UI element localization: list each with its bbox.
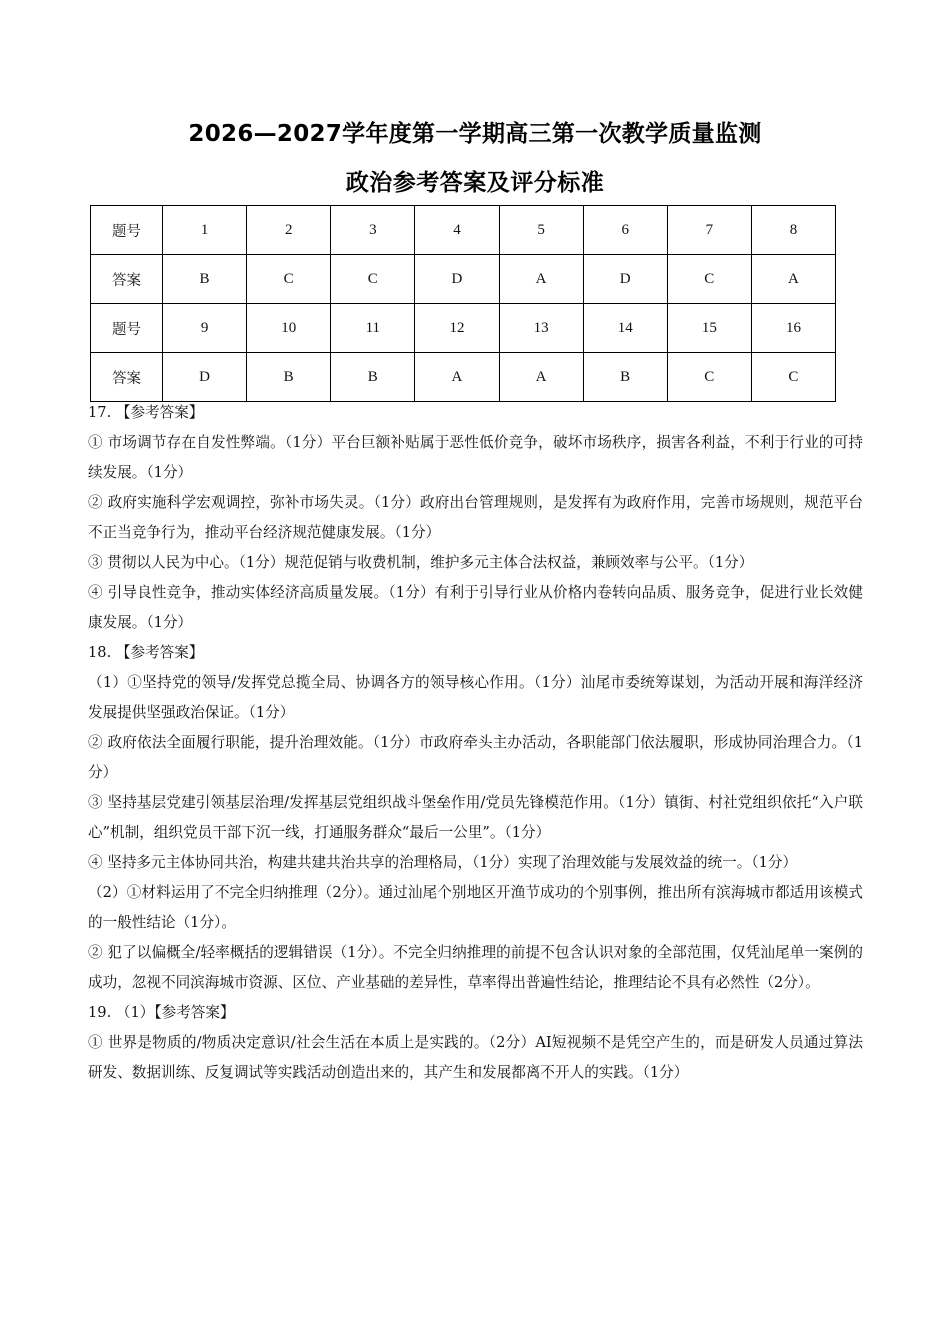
table-cell: 16 (751, 304, 835, 353)
row-label: 题号 (91, 206, 163, 255)
row-label: 答案 (91, 255, 163, 304)
q18-point-1: （1）①坚持党的领导/发挥党总揽全局、协调各方的领导核心作用。（1分）汕尾市委统筹谋划，为活动开展和海洋经济发展提供坚强政治保证。（1分） (88, 674, 863, 721)
table-cell: 12 (415, 304, 499, 353)
q19-heading: 19. （1）【参考答案】 (88, 1004, 235, 1021)
table-cell: 7 (667, 206, 751, 255)
q17-point-3: ③ 贯彻以人民为中心。（1分）规范促销与收费机制，维护多元主体合法权益，兼顾效率与公平。（1分） (88, 554, 754, 571)
table-cell: C (751, 353, 835, 402)
table-cell: A (499, 353, 583, 402)
table-cell: 2 (247, 206, 331, 255)
table-cell: 13 (499, 304, 583, 353)
table-cell: 3 (331, 206, 415, 255)
table-cell: A (751, 255, 835, 304)
table-cell: 4 (415, 206, 499, 255)
table-cell: 8 (751, 206, 835, 255)
table-cell: D (163, 353, 247, 402)
answer-table-row (91, 206, 836, 255)
q19-point-1: ① 世界是物质的/物质决定意识/社会生活在本质上是实践的。（2分）AI短视频不是凭空产生的，而是研发人员通过算法研发、数据训练、反复调试等实践活动创造出来的，其产生和发展都离不开人的实践。（1分） (88, 1034, 863, 1081)
table-cell: 14 (583, 304, 667, 353)
table-cell: A (499, 255, 583, 304)
document-title: 2026—2027学年度第一学期高三第一次教学质量监测 (188, 121, 762, 147)
table-cell: 9 (163, 304, 247, 353)
q17-point-1: ① 市场调节存在自发性弊端。（1分）平台巨额补贴属于恶性低价竞争，破坏市场秩序，损害各利益，不利于行业的可持续发展。（1分） (88, 434, 863, 481)
table-cell: B (163, 255, 247, 304)
q18-point-3: ③ 坚持基层党建引领基层治理/发挥基层党组织战斗堡垒作用/党员先锋模范作用。（1分）镇街、村社党组织依托“入户联心”机制，组织党员干部下沉一线，打通服务群众“最后一公里”。（1分） (88, 794, 863, 841)
answer-table-row (91, 304, 836, 353)
table-cell: B (247, 353, 331, 402)
q18-point-4: ④ 坚持多元主体协同共治，构建共建共治共享的治理格局，（1分）实现了治理效能与发展效益的统一。（1分） (88, 854, 798, 871)
table-cell: C (667, 255, 751, 304)
q17-heading: 17. 【参考答案】 (88, 404, 204, 421)
table-cell: 15 (667, 304, 751, 353)
row-label: 答案 (91, 353, 163, 402)
q17-point-4: ④ 引导良性竞争，推动实体经济高质量发展。（1分）有利于引导行业从价格内卷转向品质、服务竞争，促进行业长效健康发展。（1分） (88, 584, 863, 631)
table-cell: 10 (247, 304, 331, 353)
q18-heading: 18. 【参考答案】 (88, 644, 204, 661)
table-cell: 5 (499, 206, 583, 255)
table-cell: D (415, 255, 499, 304)
q17-point-2: ② 政府实施科学宏观调控，弥补市场失灵。（1分）政府出台管理规则，是发挥有为政府作用，完善市场规则，规范平台不正当竞争行为，推动平台经济规范健康发展。（1分） (88, 494, 863, 541)
table-cell: 11 (331, 304, 415, 353)
document-subtitle: 政治参考答案及评分标准 (345, 170, 605, 196)
table-cell: 1 (163, 206, 247, 255)
answer-body (88, 398, 863, 1088)
answer-table-row (91, 255, 836, 304)
q18-point-6: ② 犯了以偏概全/轻率概括的逻辑错误（1分）。不完全归纳推理的前提不包含认识对象的全部范围，仅凭汕尾单一案例的成功，忽视不同滨海城市资源、区位、产业基础的差异性，草率得出普遍性结论，推理结论不具有必然性（2分）。 (88, 944, 863, 991)
table-cell: A (415, 353, 499, 402)
table-cell: C (331, 255, 415, 304)
answer-table (90, 205, 836, 402)
table-cell: B (583, 353, 667, 402)
q18-point-5: （2）①材料运用了不完全归纳推理（2分）。通过汕尾个别地区开渔节成功的个别事例，推出所有滨海城市都适用该模式的一般性结论（1分）。 (88, 884, 863, 931)
answer-table-row (91, 353, 836, 402)
table-cell: C (247, 255, 331, 304)
table-cell: 6 (583, 206, 667, 255)
q18-point-2: ② 政府依法全面履行职能，提升治理效能。（1分）市政府牵头主办活动，各职能部门依法履职，形成协同治理合力。（1分） (88, 734, 863, 781)
table-cell: C (667, 353, 751, 402)
row-label: 题号 (91, 304, 163, 353)
table-cell: B (331, 353, 415, 402)
table-cell: D (583, 255, 667, 304)
